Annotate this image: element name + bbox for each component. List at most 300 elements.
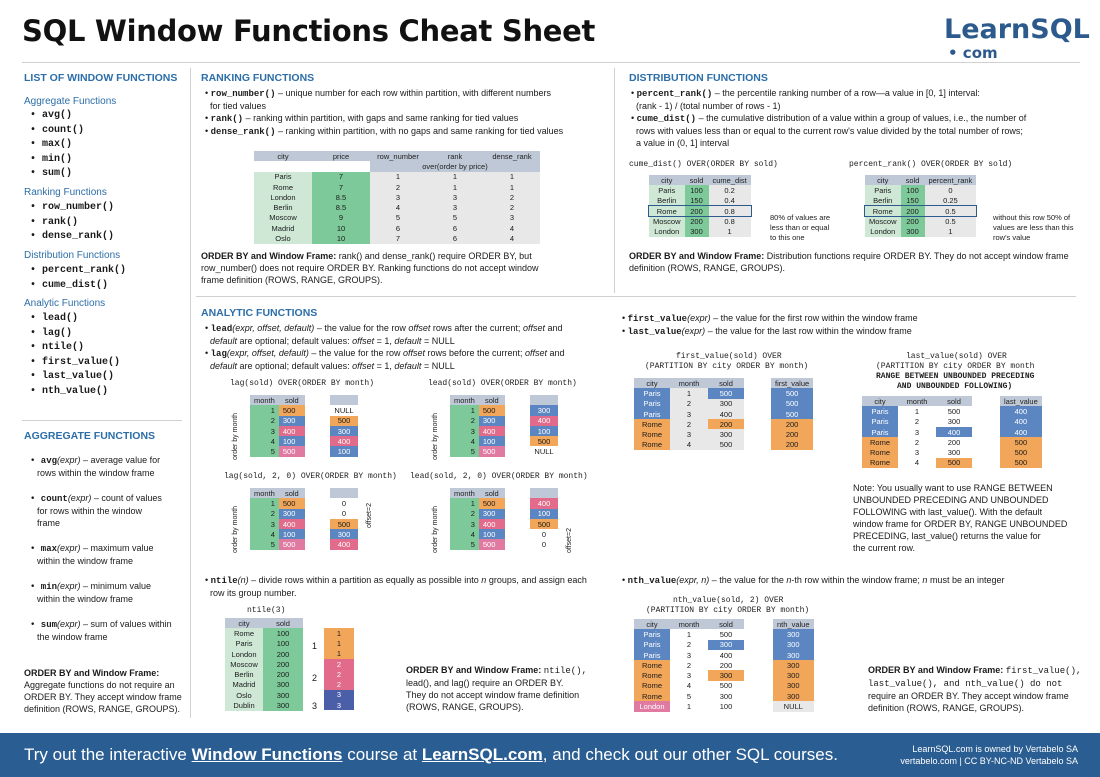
lag-l2c: offset — [352, 361, 375, 371]
output-cell: 500 — [530, 436, 558, 446]
lag-fn: lag — [210, 349, 227, 359]
column-header: sold — [901, 175, 925, 185]
table-cell: 300 — [773, 660, 814, 670]
lead-l2a: default — [210, 336, 238, 346]
fv-desc: – the value for the first row within the window frame — [710, 313, 918, 323]
table-cell: Berlin — [649, 196, 685, 206]
sold-cell: 400 — [479, 519, 505, 529]
table-cell: 200 — [771, 440, 813, 450]
table-cell: 2 — [898, 437, 936, 447]
table-row — [530, 436, 558, 446]
table-cell: Paris — [862, 406, 898, 416]
table-row — [634, 691, 744, 701]
table-cell: 0.5 — [925, 206, 977, 216]
table-header — [250, 488, 305, 498]
dist-note-3: definition (ROWS, RANGE, GROUPS). — [629, 263, 786, 273]
table-row — [771, 440, 813, 450]
offset-label: offset=2 — [566, 528, 573, 553]
lead-l2b: are optional; default values: — [237, 336, 353, 346]
table-header — [330, 488, 358, 498]
table-row — [530, 539, 558, 549]
table-cell: 0.2 — [709, 185, 751, 195]
sold-cell: 500 — [479, 498, 505, 508]
last-value-fn: last_value — [627, 327, 682, 337]
aggregate-d2: for rows within the window — [37, 506, 143, 516]
ranking-subheading: Ranking Functions — [24, 187, 107, 198]
table-cell: 400 — [1000, 406, 1042, 416]
table-row — [330, 405, 358, 415]
lead-desc3: and — [544, 323, 563, 333]
dense-rank-fn: dense_rank() — [210, 127, 276, 137]
output-cell: 0 — [530, 529, 558, 539]
nth-desc4: must be an integer — [927, 575, 1005, 585]
table-cell: Moscow — [865, 216, 901, 226]
aggregate-fn: • avg — [30, 456, 58, 466]
table-row — [771, 399, 813, 409]
table-row — [250, 405, 305, 415]
table-row — [225, 690, 303, 700]
ntile-cell: 3 — [324, 690, 354, 700]
table-cell: 400 — [936, 427, 972, 437]
ntile-cell: 2 — [324, 659, 354, 669]
table-row — [634, 681, 744, 691]
ntile-group: 3 — [312, 701, 318, 711]
table-cell: 300 — [936, 417, 972, 427]
column-header: month — [250, 488, 279, 498]
lv-note-4: window frame for ORDER BY, RANGE UNBOUNDED — [853, 519, 1068, 529]
column-header: sold — [263, 618, 303, 628]
subheader: over(order by price) — [370, 161, 540, 171]
ranking-note-2: rank() and dense_rank() require ORDER BY, but — [338, 251, 532, 261]
table-row — [773, 640, 814, 650]
table-row — [862, 447, 972, 457]
function-list-item: • last_value() — [30, 371, 115, 382]
output-cell: 0 — [530, 539, 558, 549]
table-header — [330, 395, 358, 405]
nth-arg: (expr, n) — [676, 575, 710, 585]
sold-cell: 500 — [479, 539, 505, 549]
table-cell: 150 — [685, 196, 709, 206]
table-row — [250, 426, 305, 436]
left-note — [24, 667, 189, 715]
aggregate-arg: (expr) — [67, 493, 92, 503]
table-cell: 0.5 — [925, 216, 977, 226]
table-row — [530, 416, 558, 426]
table-row — [773, 681, 814, 691]
table-row — [1000, 406, 1042, 416]
aggregate-desc — [30, 542, 188, 567]
table-cell: 200 — [685, 216, 709, 226]
table-cell: 4 — [670, 681, 708, 691]
table-row — [450, 426, 505, 436]
table-cell: 3 — [426, 192, 484, 202]
column-header: sold — [479, 395, 505, 405]
table-cell: 9 — [312, 213, 370, 223]
an-note-4: (ROWS, RANGE, GROUPS). — [406, 702, 524, 712]
table-cell: 400 — [1000, 427, 1042, 437]
table-cell: 500 — [1000, 437, 1042, 447]
learnsql-logo[interactable] — [944, 16, 1090, 61]
table-cell: Berlin — [254, 202, 312, 212]
percent-rank-formula: (rank - 1) / (total number of rows - 1) — [636, 101, 781, 111]
table-row — [530, 529, 558, 539]
column-header: sold — [279, 395, 305, 405]
output-cell: 300 — [530, 405, 558, 415]
table-cell: London — [634, 701, 670, 711]
dense-rank-desc: – ranking within partition, with no gaps and same ranking for tied values — [275, 126, 564, 136]
table-row — [865, 185, 976, 195]
table-header — [530, 395, 558, 405]
table-row — [634, 440, 744, 450]
table-cell: Rome — [225, 628, 263, 638]
table-cell: 4 — [370, 202, 426, 212]
table-row — [225, 628, 303, 638]
cell — [312, 161, 370, 171]
lead1-label: lead(sold) OVER(ORDER BY month) — [428, 379, 577, 388]
distribution-subheading: Distribution Functions — [24, 250, 121, 261]
table-row — [254, 223, 540, 233]
an-note-1: ntile(), — [543, 666, 587, 676]
table-cell: 1 — [670, 388, 708, 398]
table-row — [250, 498, 305, 508]
table-row — [862, 458, 972, 468]
table-cell: 300 — [263, 690, 303, 700]
table-cell: 2 — [484, 192, 540, 202]
table-row — [865, 196, 976, 206]
function-list-item: • percent_rank() — [30, 265, 127, 276]
cd-note-3: to this one — [770, 233, 805, 242]
table-row — [330, 416, 358, 426]
footer-owner: LearnSQL.com is owned by Vertabelo SA — [912, 744, 1078, 754]
table-cell: Paris — [862, 417, 898, 427]
lv-label2: (PARTITION BY city ORDER BY month — [876, 362, 1035, 371]
table-row — [250, 416, 305, 426]
table-row — [450, 416, 505, 426]
column-header — [330, 488, 358, 498]
aggregate-d2: within the window frame — [37, 556, 134, 566]
table-cell: 300 — [263, 700, 303, 710]
pr-note-1: without this row 50% of — [993, 213, 1071, 222]
table-row — [225, 659, 303, 669]
lag-lead-output — [530, 395, 558, 457]
ntile-cell: 1 — [324, 638, 354, 648]
table-cell: 100 — [263, 639, 303, 649]
table-row — [450, 539, 505, 549]
table-cell: 1 — [709, 226, 751, 236]
output-cell: NULL — [530, 446, 558, 456]
order-by-month-label: order by month — [232, 505, 239, 553]
table-row — [324, 700, 354, 710]
function-list-item: • sum() — [30, 168, 73, 179]
list-heading: LIST OF WINDOW FUNCTIONS — [24, 72, 178, 84]
window-functions-course-link[interactable]: Window Functions — [191, 745, 343, 764]
table-cell: 5 — [426, 213, 484, 223]
lag-desc2: rows before the current; — [424, 348, 526, 358]
sold-cell: 100 — [479, 436, 505, 446]
table-cell: 2 — [670, 660, 708, 670]
table-header — [773, 619, 814, 629]
lv-arg: (expr) — [681, 326, 706, 336]
table-row — [865, 206, 976, 216]
table-row — [254, 233, 540, 243]
table-row — [865, 226, 976, 236]
table-cell: Rome — [862, 447, 898, 457]
last-value-table — [862, 396, 972, 468]
table-row — [634, 650, 744, 660]
divider-left — [190, 68, 191, 718]
table-cell: 2 — [670, 640, 708, 650]
table-cell: 300 — [708, 691, 744, 701]
table-cell: Madrid — [225, 680, 263, 690]
cume-dist-label: cume_dist() OVER(ORDER BY sold) — [629, 160, 778, 169]
table-row — [530, 405, 558, 415]
column-header: city — [865, 175, 901, 185]
function-list-item: • nth_value() — [30, 385, 109, 397]
an-note-3: They do not accept window frame definition — [406, 690, 580, 700]
table-row — [254, 172, 540, 182]
table-row — [865, 216, 976, 226]
ranking-table — [254, 151, 540, 244]
aggregate-d2: the window frame — [37, 632, 108, 642]
cume-dist-fn: cume_dist() — [636, 114, 697, 124]
aggregate-d2: rows within the window frame — [37, 468, 155, 478]
ntile-desc2: groups, and assign each — [486, 575, 587, 585]
nth-desc: – the value for the — [709, 575, 787, 585]
aggregate-arg: (expr) — [57, 543, 81, 553]
table-cell: 300 — [708, 399, 744, 409]
column-header: nth_value — [773, 619, 814, 629]
ntile-table — [225, 618, 303, 711]
pr-note-2: values are less than this — [993, 223, 1074, 232]
lag-lead-output — [330, 395, 358, 457]
table-row — [250, 509, 305, 519]
column-header: rank — [426, 151, 484, 161]
table-cell: 300 — [773, 650, 814, 660]
table-cell: 300 — [773, 629, 814, 639]
cume-dist-desc: – the cumulative distribution of a value within a group of values, i.e., the number of — [696, 113, 1027, 123]
table-row — [324, 679, 354, 689]
table-cell: 1 — [670, 701, 708, 711]
table-cell: 100 — [708, 701, 744, 711]
aggregate-d2: within the window frame — [37, 594, 134, 604]
ntile-desc: – divide rows within a partition as equally as possible into — [248, 575, 482, 585]
table-cell: 2 — [898, 417, 936, 427]
last-value-note — [853, 482, 1083, 554]
table-cell: 4 — [484, 223, 540, 233]
month-cell: 1 — [250, 405, 279, 415]
sold-cell: 500 — [279, 405, 305, 415]
sold-cell: 500 — [479, 446, 505, 456]
table-cell: London — [865, 226, 901, 236]
table-cell: 1 — [426, 172, 484, 182]
table-row — [773, 660, 814, 670]
table-cell: 500 — [708, 629, 744, 639]
table-cell: Rome — [254, 182, 312, 192]
month-cell: 5 — [250, 539, 279, 549]
lead-desc2-i: offset — [522, 323, 545, 333]
sold-cell: 100 — [279, 529, 305, 539]
table-row — [634, 660, 744, 670]
table-cell: 300 — [708, 640, 744, 650]
table-row — [634, 640, 744, 650]
table-cell: 4 — [484, 233, 540, 243]
left-note-2: ORDER BY. They accept window frame — [24, 692, 182, 702]
table-row — [324, 659, 354, 669]
table-header — [634, 619, 744, 629]
table-row — [634, 419, 744, 429]
table-cell: 200 — [901, 216, 925, 226]
table-cell: Rome — [862, 437, 898, 447]
rank-desc: – ranking within partition, with gaps and same ranking for tied values — [243, 113, 519, 123]
month-cell: 3 — [250, 519, 279, 529]
nth-label1: nth_value(sold, 2) OVER — [673, 596, 784, 605]
table-cell: 3 — [670, 429, 708, 439]
table-cell: 200 — [708, 660, 744, 670]
table-cell: Paris — [225, 639, 263, 649]
table-row — [530, 509, 558, 519]
output-cell: 100 — [530, 509, 558, 519]
percent-rank-label: percent_rank() OVER(ORDER BY sold) — [849, 160, 1013, 169]
table-cell: 3 — [670, 409, 708, 419]
table-cell: Oslo — [225, 690, 263, 700]
table-row — [530, 446, 558, 456]
right-note — [868, 664, 1083, 714]
column-header — [530, 488, 558, 498]
divider-mid — [614, 68, 615, 293]
lead-desc2: rows after the current; — [430, 323, 523, 333]
function-list-item: • row_number() — [30, 202, 115, 213]
cume-dist-desc2: rows with values less than or equal to the current row's value divided by the total number of rows; — [636, 126, 1023, 136]
table-cell: 300 — [773, 691, 814, 701]
table-row — [250, 436, 305, 446]
aggregate-d1: – minimum value — [80, 581, 152, 591]
table-row — [330, 529, 358, 539]
column-header: price — [312, 151, 370, 161]
table-cell: Oslo — [254, 233, 312, 243]
column-header: city — [634, 619, 670, 629]
lead-l2c: offset — [352, 336, 375, 346]
sold-cell: 100 — [279, 436, 305, 446]
table-row — [254, 202, 540, 212]
table-header — [865, 175, 976, 185]
ntile-cell: 1 — [324, 649, 354, 659]
table-cell: Berlin — [865, 196, 901, 206]
right-note-2: last_value(), and nth_value() do not — [868, 679, 1063, 689]
column-header: percent_rank — [925, 175, 977, 185]
table-cell: 0.8 — [709, 216, 751, 226]
lv-label1: last_value(sold) OVER — [906, 352, 1007, 361]
analytic-items: • lead(expr, offset, default) – the value for the row offset rows after the current; offset and default are optional; default values: offset = 1, default = NULL • lag(expr, offset, default) – the value for the row offset rows before the current; offset and default are optional; default values: offset = 1, default = NULL — [205, 323, 565, 371]
function-list-item: • lead() — [30, 313, 79, 324]
lead2-label: lead(sold, 2, 0) OVER(ORDER BY month) — [410, 472, 588, 481]
learnsql-link[interactable]: LearnSQL.com — [421, 745, 543, 764]
lead-l2d: = 1, — [374, 336, 395, 346]
month-cell: 3 — [450, 426, 479, 436]
cume-dist-desc3: a value in (0, 1] interval — [636, 138, 730, 148]
sold-cell: 400 — [279, 519, 305, 529]
footer-credits — [900, 743, 1078, 767]
row-number-desc2: for tied values — [210, 101, 267, 111]
ntile-label: ntile(3) — [247, 606, 286, 615]
table-subheader — [254, 161, 540, 171]
column-header: sold — [279, 488, 305, 498]
table-row — [450, 509, 505, 519]
table-cell: 5 — [670, 691, 708, 701]
column-header: month — [450, 395, 479, 405]
table-cell: 1 — [925, 226, 977, 236]
table-row — [862, 427, 972, 437]
aggregate-desc — [30, 580, 188, 605]
table-row — [330, 519, 358, 529]
aggregate-d1: – maximum value — [80, 543, 154, 553]
order-by-month-label: order by month — [432, 505, 439, 553]
table-row — [330, 498, 358, 508]
sold-cell: 300 — [479, 509, 505, 519]
table-row — [1000, 447, 1042, 457]
function-list-item: • lag() — [30, 327, 73, 339]
table-cell: 3 — [370, 192, 426, 202]
table-row — [771, 429, 813, 439]
table-cell: 200 — [263, 659, 303, 669]
lv-note-2: UNBOUNDED PRECEDING AND UNBOUNDED — [853, 495, 1049, 505]
footer-cta — [24, 745, 838, 765]
table-row — [450, 519, 505, 529]
table-cell: 200 — [708, 419, 744, 429]
ranking-note — [201, 250, 606, 286]
table-row — [324, 669, 354, 679]
ranking-note-4: frame definition (ROWS, RANGE, GROUPS). — [201, 275, 383, 285]
table-row — [773, 629, 814, 639]
table-cell: Rome — [634, 660, 670, 670]
cume-dist-table — [649, 175, 751, 237]
column-header: sold — [708, 378, 744, 388]
table-cell: 400 — [708, 650, 744, 660]
aggregate-fn: • min — [30, 582, 58, 592]
percent-rank-table — [865, 175, 976, 237]
table-cell: 4 — [670, 440, 708, 450]
analytic-heading: ANALYTIC FUNCTIONS — [201, 307, 318, 319]
table-row — [771, 388, 813, 398]
analytic-subheading: Analytic Functions — [24, 298, 106, 309]
table-cell: 4 — [898, 458, 936, 468]
output-cell: NULL — [330, 405, 358, 415]
table-cell: Paris — [254, 172, 312, 182]
percent-rank-fn: percent_rank() — [636, 89, 713, 99]
table-row — [862, 406, 972, 416]
table-cell: Paris — [649, 185, 685, 195]
output-cell: 100 — [330, 446, 358, 456]
table-cell: 2 — [670, 419, 708, 429]
table-row — [330, 426, 358, 436]
table-cell: Moscow — [225, 659, 263, 669]
lv-note-1: Note: You usually want to use RANGE BETWEEN — [853, 483, 1053, 493]
function-list-item: • min() — [30, 153, 73, 165]
table-cell: 100 — [263, 628, 303, 638]
table-cell: Rome — [862, 458, 898, 468]
column-header: month — [898, 396, 936, 406]
table-row — [225, 680, 303, 690]
divider-h2 — [22, 420, 182, 421]
aggregate-fn: • sum — [30, 620, 58, 630]
table-cell: NULL — [773, 701, 814, 711]
table-cell: 8.5 — [312, 192, 370, 202]
order-by-month-label: order by month — [432, 412, 439, 460]
right-note-1: first_value(), — [1005, 666, 1082, 676]
table-row — [634, 399, 744, 409]
output-cell: 100 — [530, 426, 558, 436]
table-cell: 150 — [901, 196, 925, 206]
table-cell: 500 — [708, 440, 744, 450]
